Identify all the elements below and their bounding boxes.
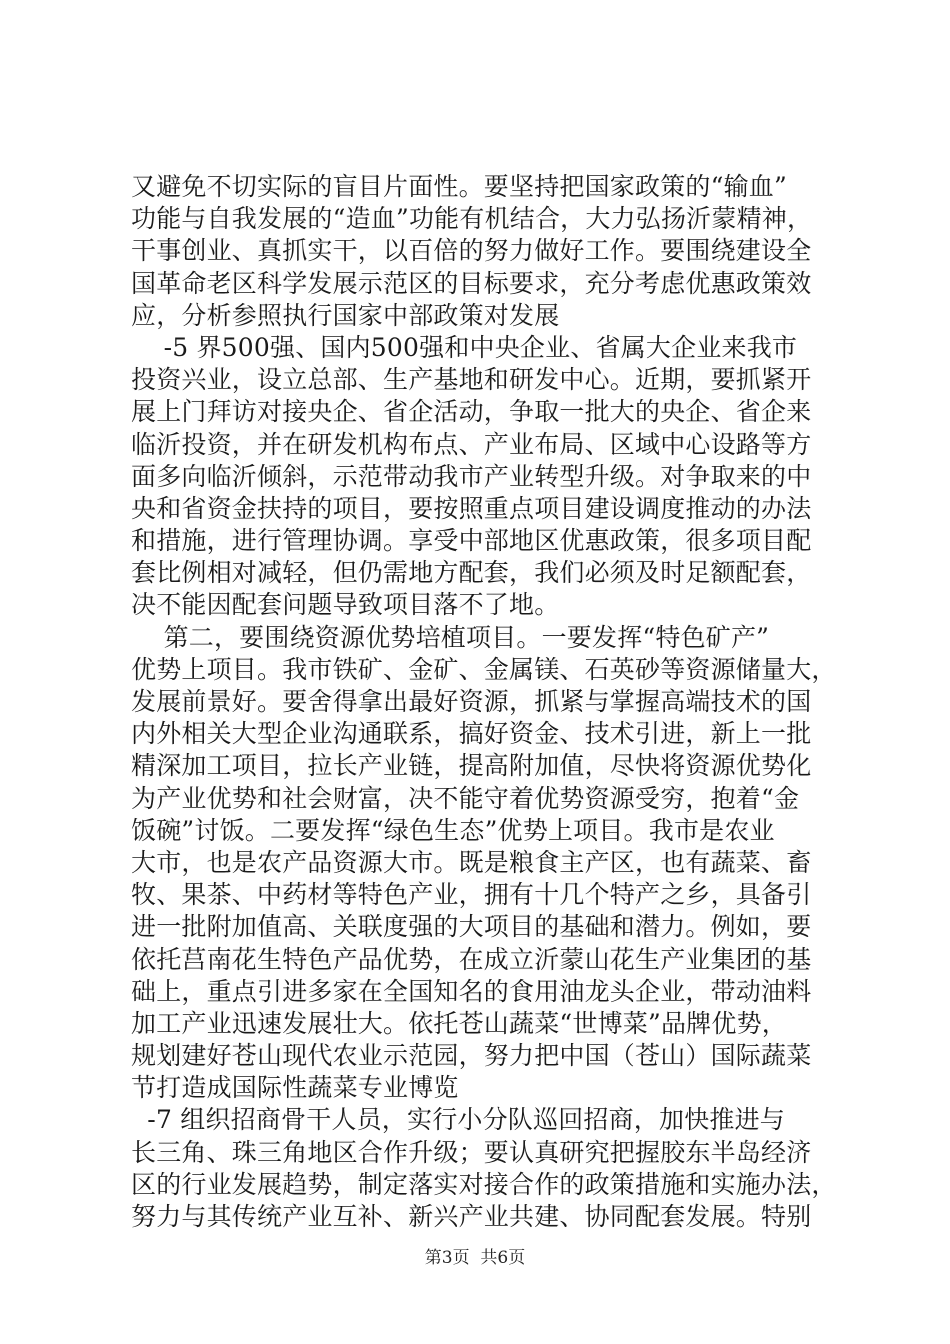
text-line: 规划建好苍山现代农业示范园，努力把中国（苍山）国际蔬菜 — [131, 1041, 812, 1071]
text-line: -5 界500强、国内500强和中央企业、省属大企业来我市 — [131, 332, 798, 362]
text-line: 和措施，进行管理协调。享受中部地区优惠政策，很多项目配 — [131, 526, 812, 556]
text-line: 础上，重点引进多家在全国知名的食用油龙头企业，带动油料 — [131, 976, 812, 1006]
text-line: 精深加工项目，拉长产业链，提高附加值，尽快将资源优势化 — [131, 751, 812, 781]
text-line: 临沂投资，并在研发机构布点、产业布局、区域中心设路等方 — [131, 429, 812, 459]
text-line: 加工产业迅速发展壮大。依托苍山蔬菜“世博菜”品牌优势， — [131, 1008, 787, 1038]
text-line: 为产业优势和社会财富，决不能守着优势资源受穷，抱着“金 — [131, 783, 800, 813]
text-line: 区的行业发展趋势，制定落实对接合作的政策措施和实施办法， — [131, 1169, 837, 1199]
text-line: 央和省资金扶持的项目，要按照重点项目建设调度推动的办法 — [131, 493, 812, 523]
text-line: 又避免不切实际的盲目片面性。要坚持把国家政策的“输血” — [131, 172, 787, 201]
text-line: 依托莒南花生特色产品优势，在成立沂蒙山花生产业集团的基 — [131, 944, 812, 974]
text-line: 发展前景好。要舍得拿出最好资源，抓紧与掌握高端技术的国 — [131, 687, 812, 716]
text-line: 节打造成国际性蔬菜专业博览 — [131, 1073, 459, 1103]
text-line: 努力与其传统产业互补、新兴产业共建、协同配套发展。特别 — [131, 1202, 812, 1231]
text-line: 决不能因配套问题导致项目落不了地。 — [131, 590, 560, 620]
text-line: 应，分析参照执行国家中部政策对发展 — [131, 300, 560, 330]
page-number-footer: 第3页 共6页 — [424, 1248, 526, 1268]
text-line: 长三角、珠三角地区合作升级；要认真研究把握胶东半岛经济 — [131, 1137, 812, 1167]
text-line: 国革命老区科学发展示范区的目标要求，充分考虑优惠政策效 — [131, 268, 812, 298]
text-line: 牧、果茶、中药材等特色产业，拥有十几个特产之乡，具备引 — [131, 880, 812, 910]
text-line: 套比例相对减轻，但仍需地方配套，我们必须及时足额配套， — [131, 558, 812, 588]
text-line: -7 组织招商骨干人员，实行小分队巡回招商，加快推进与 — [131, 1105, 785, 1135]
text-line: 大市，也是农产品资源大市。既是粮食主产区，也有蔬菜、畜 — [131, 847, 812, 877]
text-line: 面多向临沂倾斜，示范带动我市产业转型升级。对争取来的中 — [131, 461, 812, 491]
text-line: 进一批附加值高、关联度强的大项目的基础和潜力。例如，要 — [131, 912, 812, 942]
text-line: 功能与自我发展的“造血”功能有机结合，大力弘扬沂蒙精神， — [131, 204, 813, 234]
text-line: 第二，要围绕资源优势培植项目。一要发挥“特色矿产” — [131, 622, 770, 652]
text-line: 展上门拜访对接央企、省企活动，争取一批大的央企、省企来 — [131, 397, 812, 427]
document-body — [131, 171, 837, 1233]
text-line: 干事创业、真抓实干，以百倍的努力做好工作。要围绕建设全 — [131, 236, 812, 266]
text-line: 投资兴业，设立总部、生产基地和研发中心。近期，要抓紧开 — [131, 365, 812, 395]
text-line: 饭碗”讨饭。二要发挥“绿色生态”优势上项目。我市是农业 — [131, 815, 775, 845]
text-line: 优势上项目。我市铁矿、金矿、金属镁、石英砂等资源储量大， — [131, 654, 837, 684]
text-line: 内外相关大型企业沟通联系，搞好资金、技术引进，新上一批 — [131, 719, 812, 749]
